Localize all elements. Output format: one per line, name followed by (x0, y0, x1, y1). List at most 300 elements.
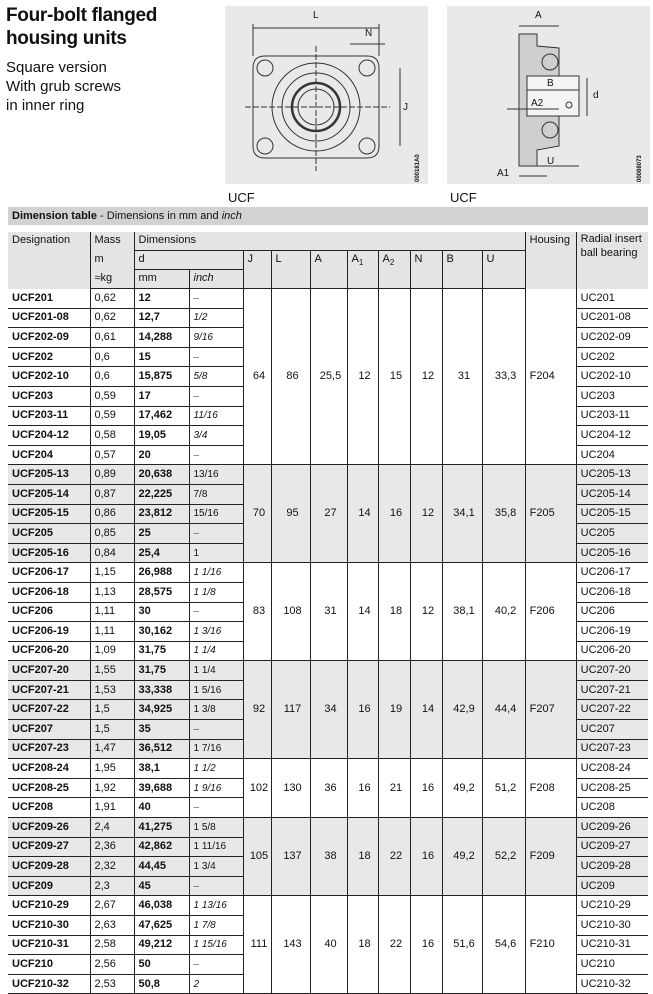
designation-cell: UCF210-30 (8, 916, 90, 936)
designation-cell: UCF208-25 (8, 778, 90, 798)
col-mm: mm (134, 270, 189, 289)
col-housing: Housing (525, 232, 576, 289)
table-row (8, 661, 648, 681)
dim-u-cell: 33,3 (482, 289, 525, 465)
mass-cell: 2,63 (90, 916, 134, 936)
dim-b-cell: 51,6 (442, 896, 482, 994)
d-inch-cell: 1 3/16 (189, 622, 243, 642)
mass-cell: 2,3 (90, 876, 134, 896)
dimension-label: U (547, 156, 555, 167)
designation-cell: UCF206-19 (8, 622, 90, 642)
section-view-drawing (447, 6, 650, 184)
front-view-drawing (225, 6, 428, 184)
table-row (8, 465, 648, 485)
dim-a-cell: 36 (310, 759, 347, 818)
dim-l-cell: 117 (271, 661, 310, 759)
dim-l-cell: 137 (271, 818, 310, 896)
designation-cell: UCF209-26 (8, 818, 90, 838)
dimension-label: J (403, 102, 408, 113)
table-title-text: - Dimensions in mm and (96, 210, 222, 222)
designation-cell: UCF205-13 (8, 465, 90, 485)
dim-n-cell: 16 (410, 818, 442, 896)
dim-b-cell: 31 (442, 289, 482, 465)
mass-cell: 0,59 (90, 386, 134, 406)
designation-cell: UCF206-17 (8, 563, 90, 583)
drawing-code: 00088073 (637, 155, 643, 182)
dim-b-cell: 38,1 (442, 563, 482, 661)
d-inch-cell: – (189, 876, 243, 896)
d-inch-cell: 1 15/16 (189, 935, 243, 955)
d-inch-cell: 1 11/16 (189, 837, 243, 857)
d-mm-cell: 42,862 (134, 837, 189, 857)
col-n: N (410, 251, 442, 289)
mass-cell: 0,61 (90, 328, 134, 348)
dim-a1-cell: 16 (347, 661, 378, 759)
radial-insert-cell: UC205-15 (576, 504, 648, 524)
dim-u-cell: 40,2 (482, 563, 525, 661)
d-mm-cell: 15,875 (134, 367, 189, 387)
dim-u-cell: 52,2 (482, 818, 525, 896)
radial-insert-cell: UC205-13 (576, 465, 648, 485)
dim-a-cell: 27 (310, 465, 347, 563)
d-inch-cell: 9/16 (189, 328, 243, 348)
dim-l-cell: 86 (271, 289, 310, 465)
d-mm-cell: 33,338 (134, 680, 189, 700)
mass-cell: 0,89 (90, 465, 134, 485)
designation-cell: UCF205-14 (8, 484, 90, 504)
page-title (6, 4, 157, 50)
d-mm-cell: 39,688 (134, 778, 189, 798)
radial-insert-cell: UC210-32 (576, 974, 648, 994)
designation-cell: UCF206-18 (8, 582, 90, 602)
mass-cell: 2,36 (90, 837, 134, 857)
d-mm-cell: 20 (134, 445, 189, 465)
dim-a1-cell: 16 (347, 759, 378, 818)
d-inch-cell: – (189, 955, 243, 975)
d-inch-cell: – (189, 524, 243, 544)
table-title-italic: inch (221, 210, 242, 222)
dim-u-cell: 35,8 (482, 465, 525, 563)
dim-j-cell: 111 (243, 896, 271, 994)
radial-insert-cell: UC210-30 (576, 916, 648, 936)
d-inch-cell: – (189, 289, 243, 309)
subtitle-line: Square version (6, 59, 107, 76)
table-row (8, 896, 648, 916)
col-a: A (310, 251, 347, 289)
dim-u-cell: 51,2 (482, 759, 525, 818)
dimension-label: L (313, 10, 319, 21)
radial-insert-cell: UC202-10 (576, 367, 648, 387)
designation-cell: UCF206-20 (8, 641, 90, 661)
table-body (8, 289, 648, 994)
d-mm-cell: 12 (134, 289, 189, 309)
mass-cell: 2,58 (90, 935, 134, 955)
dim-u-cell: 44,4 (482, 661, 525, 759)
dim-j-cell: 83 (243, 563, 271, 661)
d-inch-cell: 1 (189, 543, 243, 563)
table-title (8, 207, 648, 225)
dim-n-cell: 12 (410, 289, 442, 465)
designation-cell: UCF208 (8, 798, 90, 818)
dim-b-cell: 34,1 (442, 465, 482, 563)
d-inch-cell: 15/16 (189, 504, 243, 524)
figure-caption: UCF (450, 190, 477, 205)
col-u: U (482, 251, 525, 289)
dim-a2-cell: 19 (378, 661, 410, 759)
d-mm-cell: 17 (134, 386, 189, 406)
d-inch-cell: 1 1/4 (189, 641, 243, 661)
housing-cell: F206 (525, 563, 576, 661)
d-inch-cell: – (189, 347, 243, 367)
radial-insert-cell: UC208 (576, 798, 648, 818)
designation-cell: UCF203-11 (8, 406, 90, 426)
dim-j-cell: 92 (243, 661, 271, 759)
d-mm-cell: 41,275 (134, 818, 189, 838)
d-inch-cell: 1 5/8 (189, 818, 243, 838)
designation-cell: UCF209-28 (8, 857, 90, 877)
radial-insert-cell: UC207-23 (576, 739, 648, 759)
dim-a-cell: 40 (310, 896, 347, 994)
d-mm-cell: 44,45 (134, 857, 189, 877)
mass-cell: 2,4 (90, 818, 134, 838)
col-d: d (134, 251, 243, 270)
dimension-label: A (535, 10, 542, 21)
dim-a-cell: 38 (310, 818, 347, 896)
mass-cell: 1,5 (90, 700, 134, 720)
mass-cell: 0,62 (90, 289, 134, 309)
mass-cell: 1,09 (90, 641, 134, 661)
designation-cell: UCF210-29 (8, 896, 90, 916)
dimension-label: A2 (531, 98, 544, 109)
d-inch-cell: – (189, 798, 243, 818)
col-mass-unit: ≈kg (90, 270, 134, 289)
dim-j-cell: 102 (243, 759, 271, 818)
designation-cell: UCF202-10 (8, 367, 90, 387)
dim-a2-cell: 22 (378, 818, 410, 896)
mass-cell: 0,84 (90, 543, 134, 563)
d-mm-cell: 50,8 (134, 974, 189, 994)
mass-cell: 1,15 (90, 563, 134, 583)
table-row (8, 289, 648, 309)
d-mm-cell: 20,638 (134, 465, 189, 485)
designation-cell: UCF207-22 (8, 700, 90, 720)
d-inch-cell: 1 5/16 (189, 680, 243, 700)
mass-cell: 1,47 (90, 739, 134, 759)
mass-cell: 2,32 (90, 857, 134, 877)
title-line: housing units (6, 28, 127, 49)
col-b: B (442, 251, 482, 289)
subtitle (6, 58, 121, 115)
radial-insert-cell: UC208-25 (576, 778, 648, 798)
d-inch-cell: 1 13/16 (189, 896, 243, 916)
radial-insert-cell: UC207-22 (576, 700, 648, 720)
dim-n-cell: 16 (410, 759, 442, 818)
dim-a2-cell: 21 (378, 759, 410, 818)
radial-insert-cell: UC201-08 (576, 308, 648, 328)
d-inch-cell: 11/16 (189, 406, 243, 426)
col-a2-sub: 2 (389, 258, 395, 268)
mass-cell: 0,87 (90, 484, 134, 504)
housing-cell: F208 (525, 759, 576, 818)
radial-insert-cell: UC206 (576, 602, 648, 622)
dimension-label: d (593, 90, 599, 101)
mass-cell: 1,5 (90, 720, 134, 740)
mass-cell: 2,67 (90, 896, 134, 916)
d-mm-cell: 50 (134, 955, 189, 975)
mass-cell: 1,55 (90, 661, 134, 681)
table-row (8, 563, 648, 583)
designation-cell: UCF207-20 (8, 661, 90, 681)
radial-insert-cell: UC202-09 (576, 328, 648, 348)
d-mm-cell: 34,925 (134, 700, 189, 720)
dim-a-cell: 34 (310, 661, 347, 759)
dimension-label: B (547, 78, 554, 89)
d-mm-cell: 40 (134, 798, 189, 818)
radial-insert-cell: UC205 (576, 524, 648, 544)
radial-insert-cell: UC207 (576, 720, 648, 740)
dimension-label: A1 (497, 168, 510, 179)
figure-caption: UCF (228, 190, 255, 205)
radial-insert-cell: UC209-27 (576, 837, 648, 857)
dim-a2-cell: 18 (378, 563, 410, 661)
designation-cell: UCF210-31 (8, 935, 90, 955)
dim-a1-cell: 14 (347, 563, 378, 661)
mass-cell: 0,86 (90, 504, 134, 524)
table-row (8, 818, 648, 838)
designation-cell: UCF210 (8, 955, 90, 975)
col-inch: inch (189, 270, 243, 289)
col-a2 (378, 251, 410, 289)
d-inch-cell: 1 7/8 (189, 916, 243, 936)
col-dimensions: Dimensions (134, 232, 525, 251)
designation-cell: UCF205-16 (8, 543, 90, 563)
d-mm-cell: 12,7 (134, 308, 189, 328)
dim-l-cell: 108 (271, 563, 310, 661)
radial-insert-cell: UC209-28 (576, 857, 648, 877)
housing-cell: F207 (525, 661, 576, 759)
mass-cell: 0,59 (90, 406, 134, 426)
mass-cell: 2,53 (90, 974, 134, 994)
mass-cell: 1,95 (90, 759, 134, 779)
d-mm-cell: 31,75 (134, 641, 189, 661)
radial-insert-cell: UC209-26 (576, 818, 648, 838)
mass-cell: 1,11 (90, 602, 134, 622)
mass-cell: 1,53 (90, 680, 134, 700)
d-mm-cell: 22,225 (134, 484, 189, 504)
d-mm-cell: 30,162 (134, 622, 189, 642)
d-mm-cell: 23,812 (134, 504, 189, 524)
dim-b-cell: 42,9 (442, 661, 482, 759)
d-inch-cell: 7/8 (189, 484, 243, 504)
radial-insert-cell: UC203 (576, 386, 648, 406)
d-inch-cell: 1/2 (189, 308, 243, 328)
mass-cell: 1,92 (90, 778, 134, 798)
d-mm-cell: 36,512 (134, 739, 189, 759)
radial-insert-cell: UC210-31 (576, 935, 648, 955)
mass-cell: 2,56 (90, 955, 134, 975)
title-line: Four-bolt flanged (6, 5, 158, 26)
designation-cell: UCF207-21 (8, 680, 90, 700)
designation-cell: UCF205-15 (8, 504, 90, 524)
d-mm-cell: 28,575 (134, 582, 189, 602)
housing-cell: F205 (525, 465, 576, 563)
mass-cell: 0,58 (90, 426, 134, 446)
d-inch-cell: 1 1/2 (189, 759, 243, 779)
subtitle-line: With grub screws (6, 78, 122, 95)
dim-n-cell: 16 (410, 896, 442, 994)
housing-cell: F209 (525, 818, 576, 896)
table-title-bold: Dimension table (12, 210, 97, 222)
designation-cell: UCF207 (8, 720, 90, 740)
dim-a-cell: 25,5 (310, 289, 347, 465)
dim-a1-cell: 18 (347, 818, 378, 896)
d-inch-cell: 1 7/16 (189, 739, 243, 759)
d-inch-cell: 2 (189, 974, 243, 994)
d-inch-cell: 5/8 (189, 367, 243, 387)
d-mm-cell: 26,988 (134, 563, 189, 583)
d-inch-cell: 1 1/8 (189, 582, 243, 602)
radial-insert-cell: UC208-24 (576, 759, 648, 779)
d-mm-cell: 19,05 (134, 426, 189, 446)
designation-cell: UCF206 (8, 602, 90, 622)
radial-insert-cell: UC210 (576, 955, 648, 975)
d-inch-cell: 1 9/16 (189, 778, 243, 798)
d-inch-cell: 1 3/8 (189, 700, 243, 720)
col-a1 (347, 251, 378, 289)
dim-b-cell: 49,2 (442, 818, 482, 896)
mass-cell: 0,6 (90, 347, 134, 367)
dim-l-cell: 143 (271, 896, 310, 994)
dim-a2-cell: 15 (378, 289, 410, 465)
radial-insert-cell: UC206-17 (576, 563, 648, 583)
housing-cell: F210 (525, 896, 576, 994)
col-mass-symbol: m (90, 251, 134, 270)
radial-insert-cell: UC204-12 (576, 426, 648, 446)
d-mm-cell: 15 (134, 347, 189, 367)
mass-cell: 1,13 (90, 582, 134, 602)
dimension-table (8, 232, 648, 994)
mass-cell: 0,62 (90, 308, 134, 328)
d-mm-cell: 45 (134, 876, 189, 896)
col-a2-label: A (382, 253, 390, 265)
mass-cell: 0,57 (90, 445, 134, 465)
radial-insert-cell: UC205-16 (576, 543, 648, 563)
radial-insert-cell: UC206-19 (576, 622, 648, 642)
designation-cell: UCF209-27 (8, 837, 90, 857)
radial-insert-cell: UC209 (576, 876, 648, 896)
dim-a1-cell: 18 (347, 896, 378, 994)
d-mm-cell: 14,288 (134, 328, 189, 348)
housing-cell: F204 (525, 289, 576, 465)
designation-cell: UCF201-08 (8, 308, 90, 328)
d-mm-cell: 47,625 (134, 916, 189, 936)
radial-insert-cell: UC206-18 (576, 582, 648, 602)
d-inch-cell: 1 1/16 (189, 563, 243, 583)
mass-cell: 1,11 (90, 622, 134, 642)
designation-cell: UCF203 (8, 386, 90, 406)
radial-insert-cell: UC207-21 (576, 680, 648, 700)
dim-u-cell: 54,6 (482, 896, 525, 994)
d-inch-cell: – (189, 720, 243, 740)
mass-cell: 1,91 (90, 798, 134, 818)
d-inch-cell: 3/4 (189, 426, 243, 446)
radial-insert-cell: UC202 (576, 347, 648, 367)
d-inch-cell: 13/16 (189, 465, 243, 485)
dim-b-cell: 49,2 (442, 759, 482, 818)
radial-insert-cell: UC203-11 (576, 406, 648, 426)
dim-l-cell: 130 (271, 759, 310, 818)
col-j: J (243, 251, 271, 289)
dim-a-cell: 31 (310, 563, 347, 661)
d-inch-cell: – (189, 445, 243, 465)
dim-j-cell: 64 (243, 289, 271, 465)
designation-cell: UCF205 (8, 524, 90, 544)
radial-insert-cell: UC206-20 (576, 641, 648, 661)
dim-a1-cell: 12 (347, 289, 378, 465)
designation-cell: UCF208-24 (8, 759, 90, 779)
col-a1-label: A (351, 253, 359, 265)
dim-j-cell: 105 (243, 818, 271, 896)
designation-cell: UCF202 (8, 347, 90, 367)
d-mm-cell: 31,75 (134, 661, 189, 681)
dimension-label: N (365, 28, 373, 39)
radial-insert-cell: UC201 (576, 289, 648, 309)
d-mm-cell: 35 (134, 720, 189, 740)
mass-cell: 0,6 (90, 367, 134, 387)
dim-a2-cell: 22 (378, 896, 410, 994)
drawing-code: 000181A0 (415, 154, 421, 182)
mass-cell: 0,85 (90, 524, 134, 544)
d-mm-cell: 49,212 (134, 935, 189, 955)
radial-insert-cell: UC205-14 (576, 484, 648, 504)
radial-insert-cell: UC204 (576, 445, 648, 465)
col-mass: Mass (90, 232, 134, 251)
designation-cell: UCF209 (8, 876, 90, 896)
dim-a2-cell: 16 (378, 465, 410, 563)
designation-cell: UCF210-32 (8, 974, 90, 994)
d-inch-cell: 1 3/4 (189, 857, 243, 877)
dim-a1-cell: 14 (347, 465, 378, 563)
col-a1-sub: 1 (358, 258, 364, 268)
col-designation: Designation (8, 232, 90, 289)
d-mm-cell: 38,1 (134, 759, 189, 779)
d-mm-cell: 17,462 (134, 406, 189, 426)
d-mm-cell: 30 (134, 602, 189, 622)
d-mm-cell: 46,038 (134, 896, 189, 916)
col-radial-insert: Radial insert ball bearing (576, 232, 648, 289)
designation-cell: UCF204 (8, 445, 90, 465)
d-mm-cell: 25 (134, 524, 189, 544)
dim-l-cell: 95 (271, 465, 310, 563)
d-inch-cell: – (189, 602, 243, 622)
designation-cell: UCF201 (8, 289, 90, 309)
radial-insert-cell: UC210-29 (576, 896, 648, 916)
designation-cell: UCF202-09 (8, 328, 90, 348)
dim-n-cell: 14 (410, 661, 442, 759)
col-l: L (271, 251, 310, 289)
dim-n-cell: 12 (410, 465, 442, 563)
dim-n-cell: 12 (410, 563, 442, 661)
d-inch-cell: – (189, 386, 243, 406)
subtitle-line: in inner ring (6, 97, 85, 114)
designation-cell: UCF204-12 (8, 426, 90, 446)
designation-cell: UCF207-23 (8, 739, 90, 759)
d-mm-cell: 25,4 (134, 543, 189, 563)
dim-j-cell: 70 (243, 465, 271, 563)
d-inch-cell: 1 1/4 (189, 661, 243, 681)
table-row (8, 759, 648, 779)
radial-insert-cell: UC207-20 (576, 661, 648, 681)
